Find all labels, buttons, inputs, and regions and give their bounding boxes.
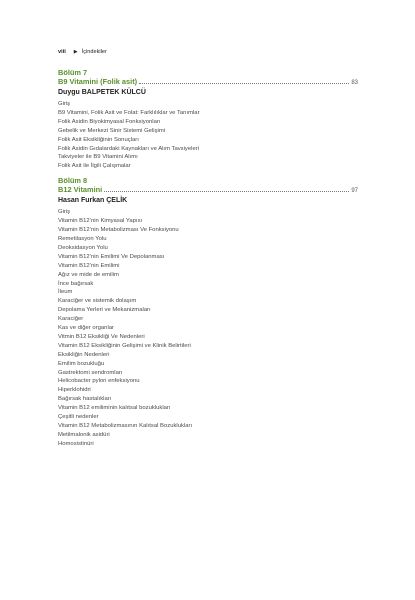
toc-entry[interactable]: Vitamin B12’nin Emilimi Ve Depolanması	[58, 253, 165, 260]
toc-entry[interactable]: Folik Asidin Biyokimyasal Fonksiyonları	[58, 118, 161, 125]
chapter-block	[58, 176, 358, 448]
toc-entry[interactable]: Vitamin B12 Metabolizmasının Kalıtsal Bozuklukları	[58, 423, 193, 429]
toc-entry[interactable]: Karaciğer	[58, 316, 84, 323]
chapter-author: Hasan Furkan ÇELİK	[58, 197, 128, 205]
toc-entry[interactable]: İleum	[58, 289, 73, 296]
toc-entry[interactable]: B9 Vitamini, Folik Asit ve Folat: Farklılıklar ve Tanımlar	[58, 109, 200, 116]
toc-entry[interactable]: Kas ve diğer organlar	[58, 325, 114, 332]
toc-entry[interactable]: Metilmalonik asidüri	[58, 431, 110, 438]
chapter-author: Duygu BALPETEK KÜLCÜ	[58, 89, 146, 96]
toc-entry[interactable]: Eksikliğin Nedenleri	[58, 351, 110, 358]
chapter-title: B9 Vitamini (Folik asit)	[58, 77, 138, 86]
toc-entry[interactable]: Homosistinüri	[58, 440, 94, 447]
toc-entry[interactable]: Helicobacter pylori enfeksiyonu	[58, 378, 140, 385]
chapter-number: Bölüm 8	[58, 176, 88, 186]
toc-entry-list	[58, 100, 358, 171]
toc-entry[interactable]: Takviyeler ile B9 Vitamini Alımı	[58, 154, 138, 161]
toc-entry[interactable]: Giriş	[58, 101, 71, 107]
toc-entry[interactable]: Gebelik ve Merkezi Sinir Sistemi Gelişimi	[58, 127, 166, 134]
toc-entry[interactable]: Emilim bozukluğu	[58, 360, 105, 367]
toc-entry[interactable]: Gastrektomi sendromları	[58, 369, 123, 376]
toc-entry[interactable]: Karaciğer ve sistemik dolaşım	[58, 298, 137, 305]
toc-entry[interactable]: Folik Asit ile İlgili Çalışmalar	[58, 163, 131, 170]
section-title: İçindekiler	[81, 49, 107, 55]
dot-leader	[104, 191, 349, 192]
toc-entry[interactable]: Giriş	[58, 209, 71, 216]
toc-entry[interactable]: Ağız ve mide de emilim	[58, 271, 119, 278]
chapter-title-row[interactable]	[58, 185, 358, 196]
table-of-contents	[58, 68, 358, 449]
toc-entry[interactable]: Remetilasyon Yolu	[58, 235, 107, 242]
toc-entry[interactable]: Deoksidasyon Yolu	[58, 244, 108, 251]
toc-entry[interactable]: Vitmin B12 Eksikliği Ve Nedenleri	[58, 333, 145, 340]
chapter-number: Bölüm 7	[58, 68, 88, 77]
toc-entry[interactable]: Vitamin B12’nin Emilimi	[58, 262, 120, 269]
chapter-title: B12 Vitamini	[58, 185, 103, 195]
chapter-title-row[interactable]	[58, 77, 358, 88]
toc-entry-list	[58, 208, 358, 448]
toc-entry[interactable]: Çeşitli nedenler	[58, 414, 99, 421]
chapter-page-number: 97	[351, 188, 358, 195]
toc-entry[interactable]: Vitamin B12 Eksikliğinin Gelişimi ve Klinik Belirtileri	[58, 342, 191, 349]
dot-leader	[139, 83, 349, 84]
toc-entry[interactable]: Vitamin B12’nin Metabolizması Ve Fonksiyonu	[58, 227, 179, 234]
toc-entry[interactable]: Hiperklohidri	[58, 387, 91, 394]
chapter-page-number: 83	[351, 80, 358, 86]
toc-entry[interactable]: İnce bağırsak	[58, 280, 94, 287]
toc-entry[interactable]: Bağırsak hastalıkları	[58, 396, 112, 403]
running-head	[58, 49, 107, 55]
toc-entry[interactable]: Vitamin B12 emiliminin kalıtsal bozuklukları	[58, 405, 171, 412]
chapter-block	[58, 68, 358, 171]
toc-entry[interactable]: Folik Asidin Gıdalardaki Kaynakları ve Alım Tavsiyeleri	[58, 145, 199, 152]
toc-entry[interactable]: Folik Asit Eksikliğinin Sonuçları	[58, 136, 139, 143]
toc-entry[interactable]: Depolama Yerleri ve Mekanizmaları	[58, 307, 151, 314]
toc-entry[interactable]: Vitamin B12’nin Kimyasal Yapısı	[58, 218, 143, 225]
page-number: viii	[58, 49, 66, 55]
triangle-right-icon: ▶	[73, 49, 78, 55]
